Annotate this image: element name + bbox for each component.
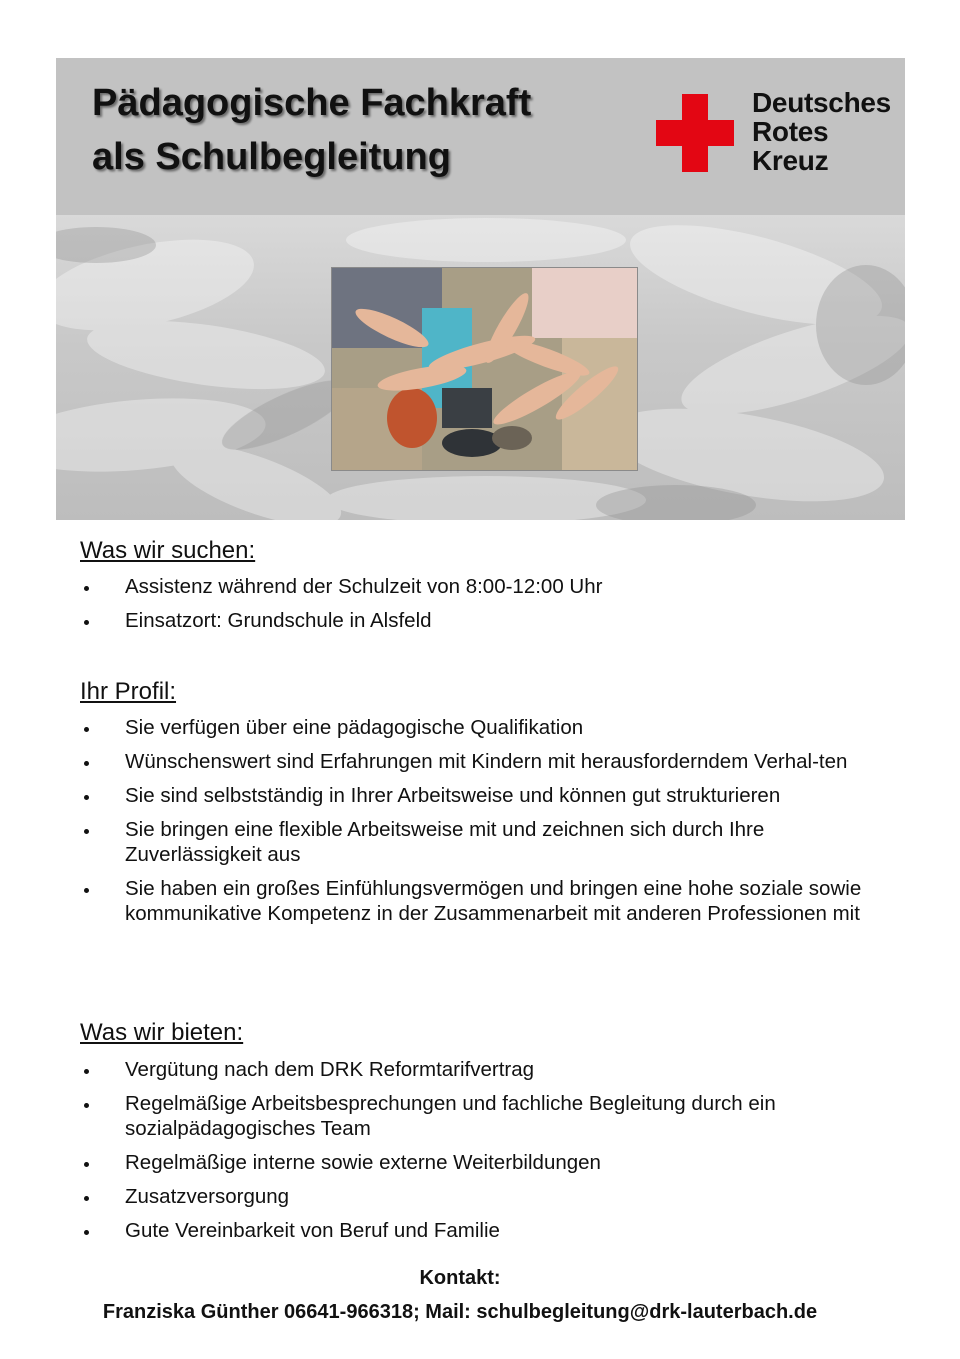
contact-label: Kontakt: [419, 1267, 501, 1289]
header-bar [56, 58, 905, 215]
page-title [92, 76, 531, 184]
section-title-profil: Ihr Profil: [80, 678, 177, 705]
contact-details: Franziska Günther 06641-966318; Mail: schulbegleitung@drk-lauterbach.de [102, 1301, 818, 1323]
list-item: Gute Vereinbarkeit von Beruf und Familie [80, 1218, 880, 1243]
list-item: Regelmäßige interne sowie externe Weiterbildungen [80, 1150, 880, 1175]
list-item: Zusatzversorgung [80, 1184, 880, 1209]
list-item: Assistenz während der Schulzeit von 8:00-12:00 Uhr [80, 574, 880, 599]
list-item: Einsatzort: Grundschule in Alsfeld [80, 608, 880, 633]
list-suchen [80, 574, 880, 642]
list-item: Sie haben ein großes Einfühlungsvermögen und bringen eine hohe soziale sowie kommunikative Kompetenz in der Zusammenarbeit mit anderen Professionen mit [80, 876, 880, 926]
photo-art [332, 268, 637, 470]
children-hands-photo [331, 267, 638, 471]
list-item: Vergütung nach dem DRK Reformtarifvertrag [80, 1057, 880, 1082]
title-line-1: Pädagogische Fachkraft [92, 82, 532, 124]
list-item: Sie verfügen über eine pädagogische Qualifikation [80, 715, 880, 740]
section-title-bieten: Was wir bieten: [80, 1019, 244, 1046]
list-item: Wünschenswert sind Erfahrungen mit Kindern mit herausforderndem Verhal-ten [80, 749, 880, 774]
drk-logo-text: Deutsches Rotes Kreuz [752, 87, 891, 176]
title-line-2: als Schulbegleitung [92, 136, 451, 178]
section-title-suchen: Was wir suchen: [80, 537, 256, 564]
red-cross-icon [656, 94, 734, 172]
list-item: Sie sind selbstständig in Ihrer Arbeitsweise und können gut strukturieren [80, 783, 880, 808]
list-bieten [80, 1057, 880, 1252]
list-item: Sie bringen eine flexible Arbeitsweise mit und zeichnen sich durch Ihre Zuverlässigkeit aus [80, 817, 880, 867]
list-item: Regelmäßige Arbeitsbesprechungen und fachliche Begleitung durch ein sozialpädagogisches Team [80, 1091, 880, 1141]
list-profil [80, 715, 880, 935]
hands-banner-image [56, 215, 905, 520]
